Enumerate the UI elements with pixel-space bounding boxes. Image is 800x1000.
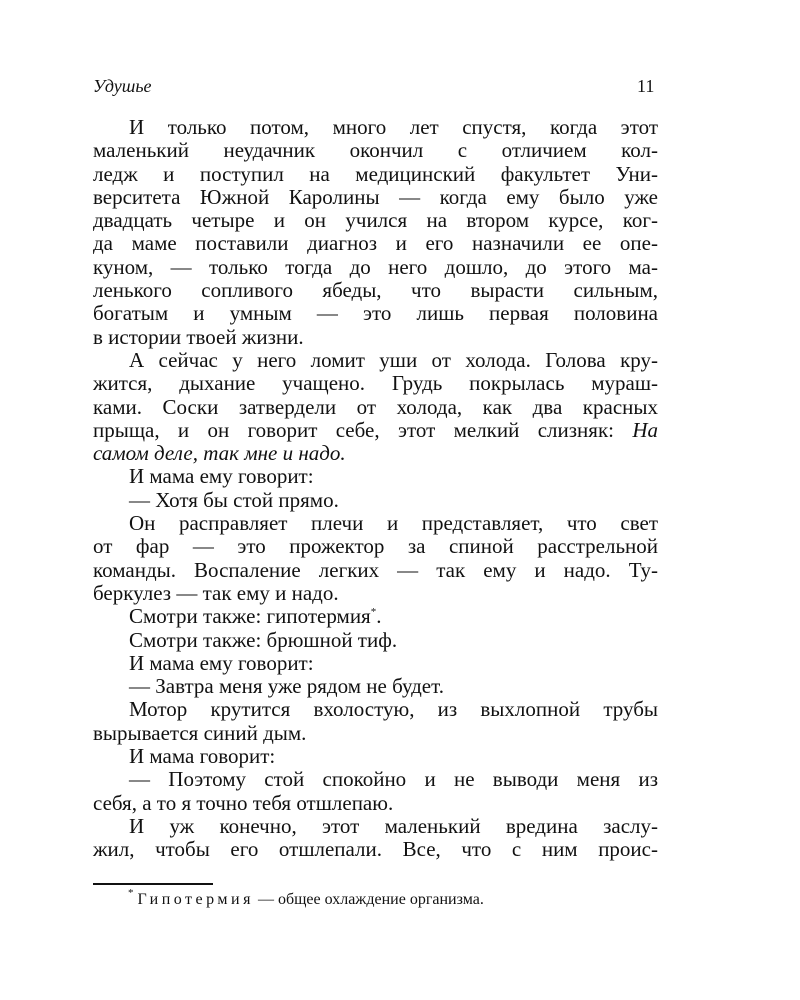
footnote-rule — [93, 883, 213, 885]
text-line: куном, — только тогда до него дошло, до этого ма- — [93, 254, 658, 279]
text-line: вырывается синий дым. — [93, 720, 307, 745]
text-line: — Хотя бы стой прямо. — [129, 487, 339, 512]
text-line: богатым и умным — это лишь первая половина — [93, 301, 658, 326]
text-line — [93, 605, 658, 628]
text-line: да маме поставили диагноз и его назначили ее опе- — [93, 231, 658, 256]
text-line: Он расправляет плечи и представляет, что свет — [129, 511, 658, 536]
text-line: — Поэтому стой спокойно и не выводи меня из — [129, 767, 658, 792]
text-line: маленький неудачник окончил с отличием кол- — [93, 138, 658, 163]
text-line: И мама ему говорит: — [129, 464, 314, 489]
text-line: И мама ему говорит: — [129, 650, 314, 675]
text-line: себя, а то я точно тебя отшлепаю. — [93, 790, 394, 815]
text-line: от фар — это прожектор за спиной расстрельной — [93, 534, 658, 559]
footnote-term: Гипотермия — [137, 891, 254, 908]
page-number: 11 — [637, 76, 655, 96]
footnote-definition: — общее охлаждение организма. — [253, 891, 484, 908]
text-line-main: прыща, и он говорит себе, этот мелкий слизняк: — [93, 417, 614, 442]
text-line: ками. Соски затвердели от холода, как два красных — [93, 394, 658, 419]
text-line: И мама говорит: — [129, 744, 276, 769]
text-line: — Завтра меня уже рядом не будет. — [129, 674, 444, 699]
text-line: И только потом, много лет спустя, когда этот — [129, 115, 658, 139]
text-line: ледж и поступил на медицинский факультет Уни- — [93, 161, 658, 186]
text-line-main: Смотри также: гипотермия — [129, 604, 371, 629]
text-line: команды. Воспаление легких — так ему и надо. Ту- — [93, 557, 658, 582]
text-line: двадцать четыре и он учился на втором курсе, ког- — [93, 208, 658, 233]
text-line: Мотор крутится вхолостую, из выхлопной трубы — [129, 697, 658, 722]
text-line: жится, дыхание учащено. Грудь покрылась мураш- — [93, 371, 658, 396]
text-line: жил, чтобы его отшлепали. Все, что с ним проис- — [93, 837, 658, 862]
running-title: Удушье — [93, 76, 152, 96]
text-line: беркулез — так ему и надо. — [93, 580, 339, 605]
text-line: ленького сопливого ябеды, что вырасти сильным, — [93, 278, 658, 303]
text-line: Смотри также: брюшной тиф. — [129, 627, 398, 652]
footnote — [128, 887, 484, 910]
text-line — [93, 442, 658, 465]
italic-word: На — [632, 417, 658, 442]
text-line: А сейчас у него ломит уши от холода. Голова кру- — [129, 347, 658, 372]
line-punct: . — [376, 604, 382, 629]
italic-phrase: самом деле, так мне и надо. — [93, 441, 346, 466]
body-text — [93, 116, 658, 862]
footnote-marker: * — [370, 606, 377, 619]
footnote-marker: * — [128, 887, 134, 899]
text-line — [93, 419, 658, 442]
text-line: в истории твоей жизни. — [93, 324, 304, 349]
text-line: верситета Южной Каролины — когда ему было уже — [93, 184, 658, 209]
text-line: И уж конечно, этот маленький вредина заслу- — [129, 813, 658, 838]
